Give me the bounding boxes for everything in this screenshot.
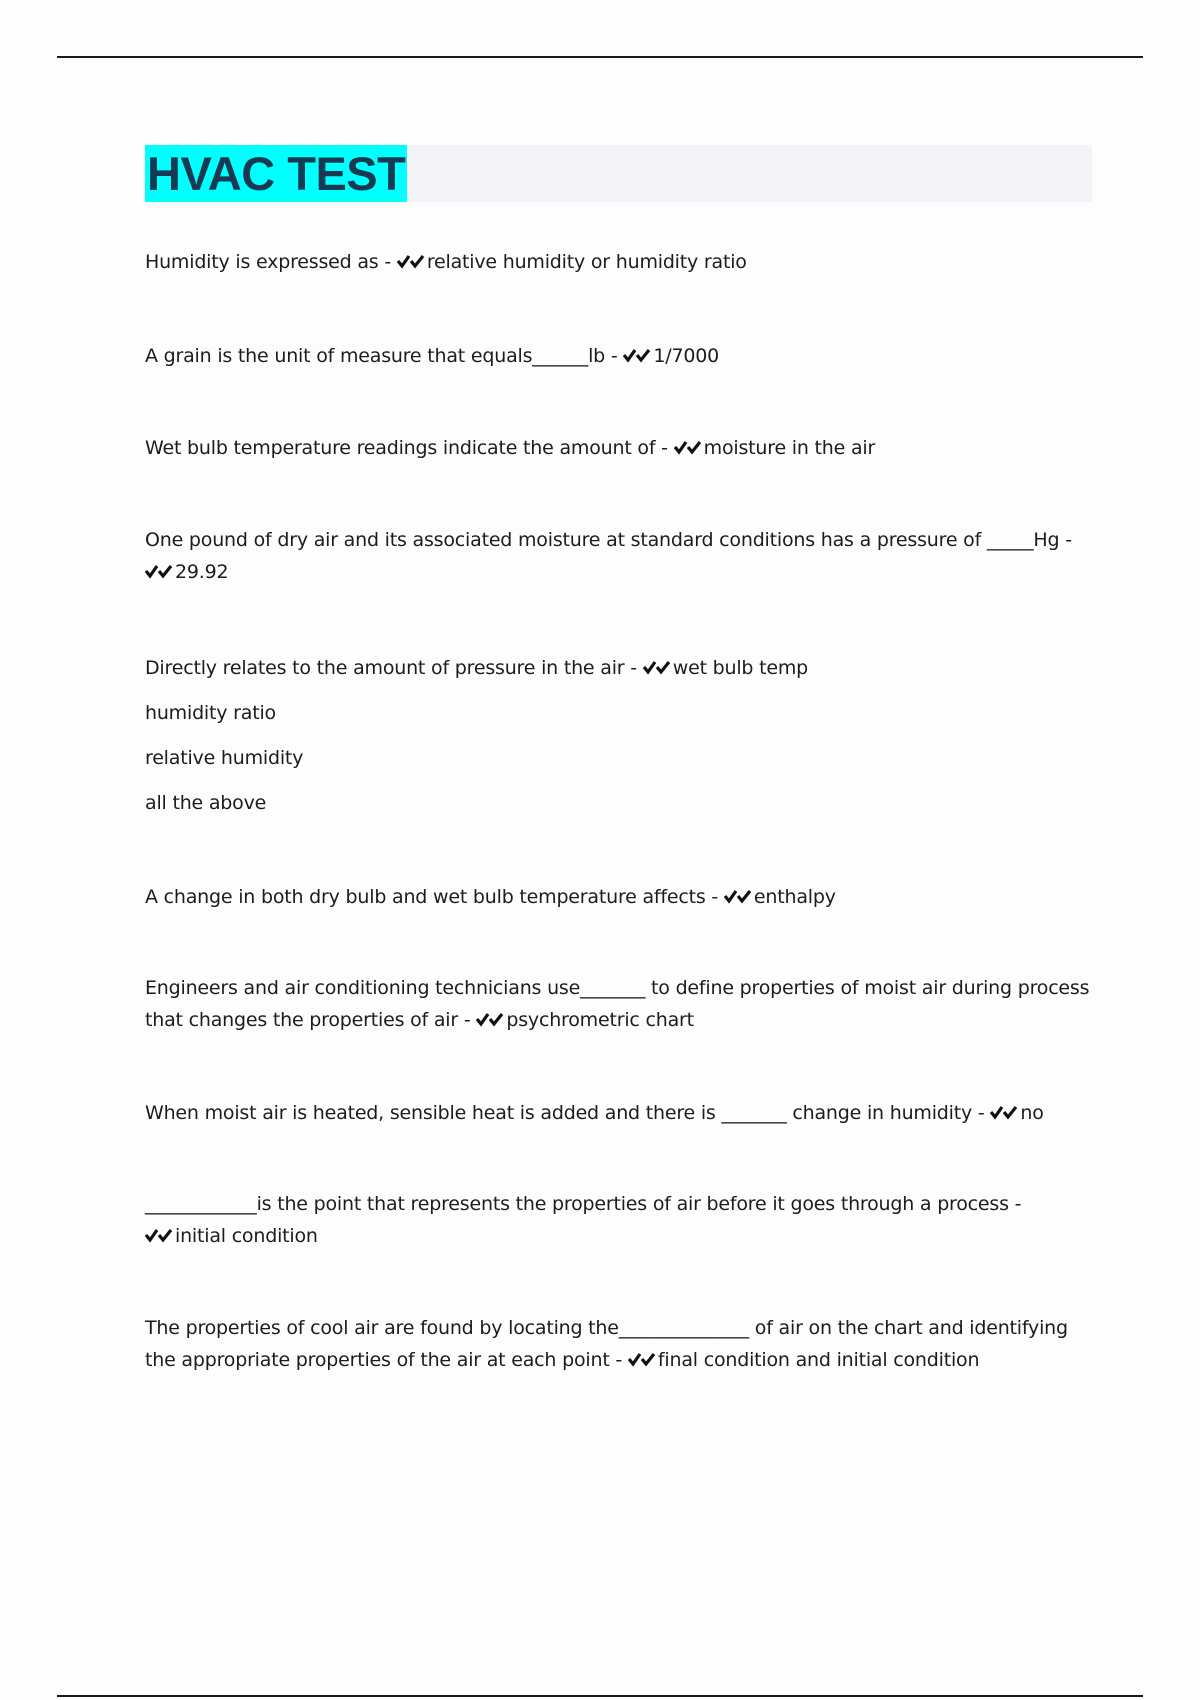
question-10-line2	[145, 1344, 979, 1376]
question-text: When moist air is heated, sensible heat is added and there is _______ change in humidity -	[145, 1102, 985, 1124]
question-9	[145, 1188, 1021, 1220]
answer-text: wet bulb temp	[672, 657, 809, 679]
header-rule	[57, 56, 1143, 58]
question-text-line1: Engineers and air conditioning technicians use_______ to define properties of moist air during process	[145, 977, 1090, 999]
double-check-icon	[623, 345, 651, 365]
question-text: One pound of dry air and its associated moisture at standard conditions has a pressure of _____Hg -	[145, 529, 1072, 551]
question-4	[145, 524, 1072, 556]
double-check-icon	[674, 437, 702, 457]
answer-text: relative humidity or humidity ratio	[426, 251, 747, 273]
double-check-icon	[397, 251, 425, 271]
question-5	[145, 652, 808, 684]
question-text: ____________is the point that represents the properties of air before it goes through a process -	[145, 1193, 1022, 1215]
answer-text: no	[1020, 1102, 1044, 1124]
question-3	[145, 432, 875, 464]
question-text: A grain is the unit of measure that equals______lb -	[145, 345, 618, 367]
question-text: Wet bulb temperature readings indicate the amount of -	[145, 437, 668, 459]
answer-text: moisture in the air	[703, 437, 876, 459]
question-2	[145, 340, 719, 372]
answer-text: 1/7000	[653, 345, 720, 367]
question-1	[145, 246, 747, 278]
answer-text: final condition and initial condition	[657, 1349, 980, 1371]
double-check-icon	[643, 657, 671, 677]
question-8	[145, 1097, 1044, 1129]
question-text-line1: The properties of cool air are found by locating the______________ of air on the chart and identifying	[145, 1317, 1068, 1339]
question-text: Humidity is expressed as -	[145, 251, 391, 273]
option-line: all the above	[145, 792, 267, 814]
question-text-line2: the appropriate properties of the air at each point -	[145, 1349, 623, 1371]
double-check-icon	[145, 1225, 173, 1245]
question-7	[145, 972, 1089, 1004]
question-text-line2: that changes the properties of air -	[145, 1009, 471, 1031]
question-9-answer-line	[145, 1220, 318, 1252]
question-10	[145, 1312, 1068, 1344]
question-6	[145, 881, 836, 913]
question-7-line2	[145, 1004, 694, 1036]
question-text: A change in both dry bulb and wet bulb temperature affects -	[145, 886, 719, 908]
answer-text: enthalpy	[753, 886, 836, 908]
double-check-icon	[628, 1349, 656, 1369]
double-check-icon	[145, 561, 173, 581]
double-check-icon	[990, 1102, 1018, 1122]
question-text: Directly relates to the amount of pressure in the air -	[145, 657, 637, 679]
double-check-icon	[724, 886, 752, 906]
option-line: relative humidity	[145, 747, 304, 769]
answer-text: 29.92	[175, 561, 229, 583]
question-4-answer-line	[145, 556, 228, 588]
page-title: HVAC TEST	[147, 147, 406, 200]
double-check-icon	[476, 1009, 504, 1029]
answer-text: psychrometric chart	[506, 1009, 694, 1031]
option-line: humidity ratio	[145, 702, 276, 724]
footer-rule	[57, 1695, 1143, 1697]
answer-text: initial condition	[175, 1225, 318, 1247]
